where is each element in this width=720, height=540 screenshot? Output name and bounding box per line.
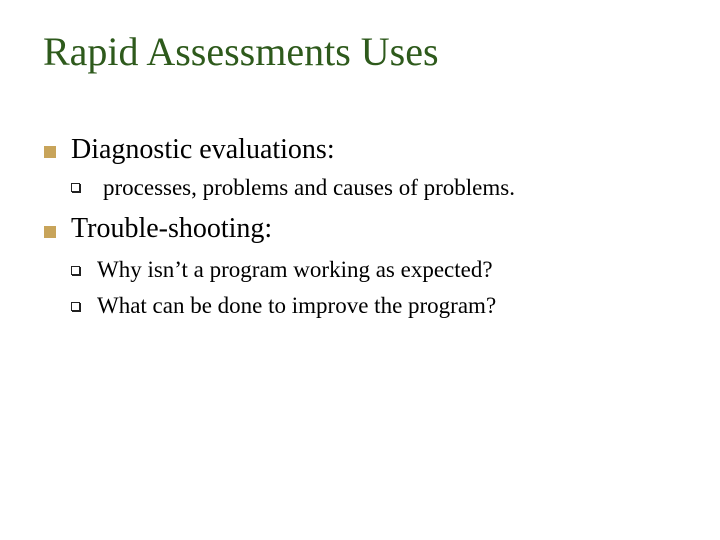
square-bullet-icon — [44, 226, 56, 238]
sub-bullet-text: What can be done to improve the program? — [97, 293, 497, 318]
hollow-square-bullet-icon — [71, 302, 80, 311]
sub-bullet-text: Why isn’t a program working as expected? — [97, 257, 493, 282]
hollow-square-bullet-icon — [71, 183, 80, 192]
sub-bullet-text: processes, problems and causes of problems. — [103, 175, 515, 200]
hollow-square-bullet-icon — [71, 266, 80, 275]
square-bullet-icon — [44, 146, 56, 158]
slide-title: Rapid Assessments Uses — [43, 29, 439, 74]
bullet-text: Diagnostic evaluations: — [71, 134, 335, 165]
bullet-text: Trouble-shooting: — [71, 213, 273, 244]
